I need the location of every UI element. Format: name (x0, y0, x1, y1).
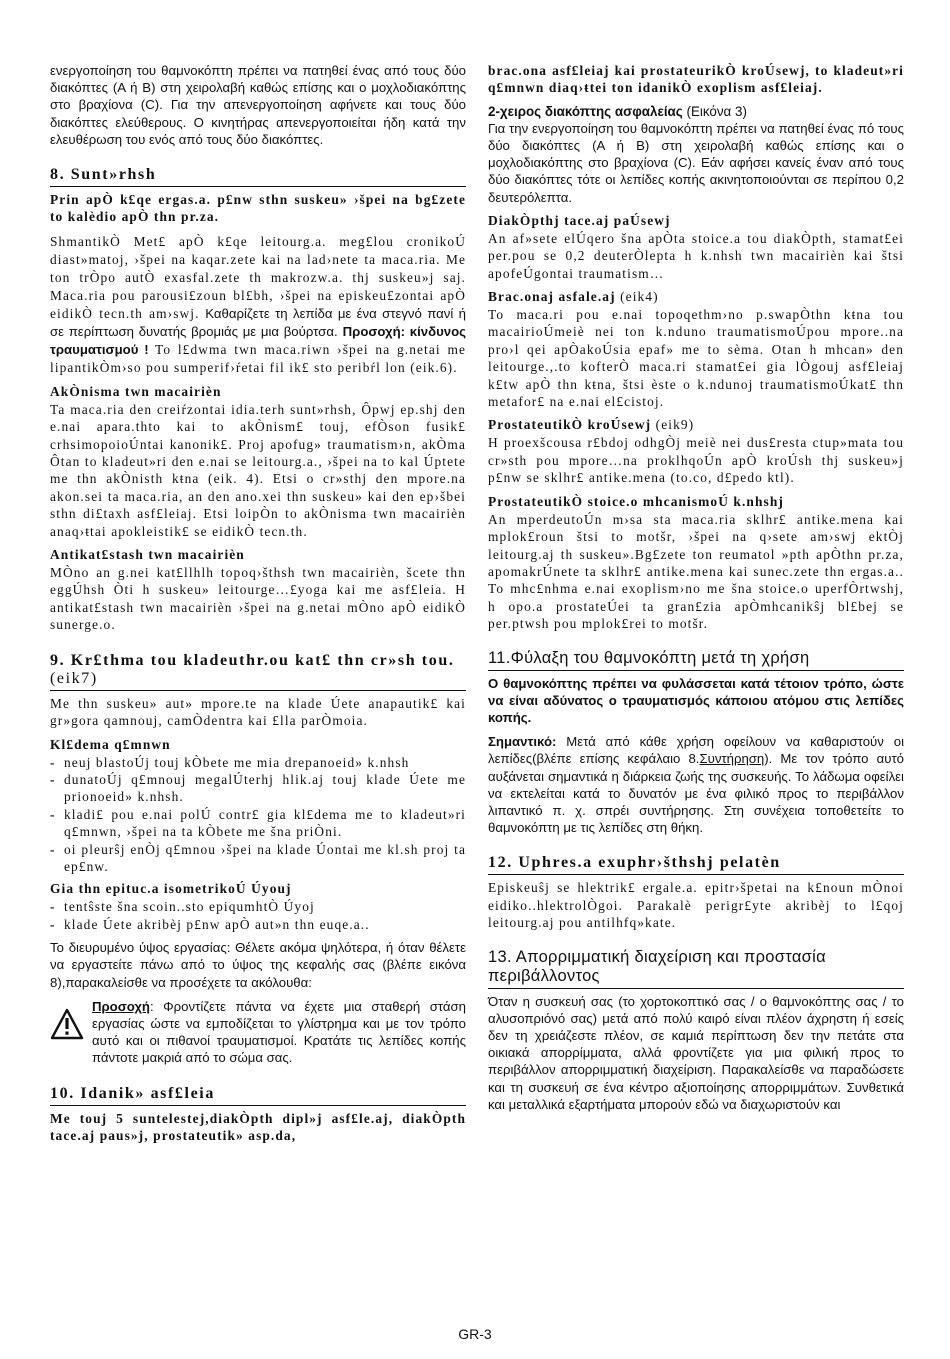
drive-protection-paragraph: An mperdeutoÚn m›sa sta maca.ria sklhr£ antike.mena kai mplok£roun štsi to motšr, ›špei na q›sete am›swj ektÒj leitourg.aj th suskeu».Bg£zete ton reumatol »pth apÒthn pr.za, apomakrÚnete ta sklhr£ antike.mena kai sunec.zete thn ergas.a.. To mhc£nhma e.nai exoplism›no me šna stoice.o uperfÒrtwshj, h opo.a prostateÚei ta gran£zia apÒmhcanikŝj bl£bej se per.ptwsh pou mplok£rei to motšr. (488, 511, 904, 632)
section-13-heading: 13. Απορριμματική διαχείριση και προστασία περιβάλλοντος (488, 948, 904, 989)
section-11-heading: 11.Φύλαξη του θαμνοκόπτη μετά τη χρήση (488, 649, 904, 671)
warning-block (50, 998, 466, 1067)
uniform-height-list (50, 898, 466, 933)
two-hand-switch-title: 2-χειρος διακόπτης ασφαλείας (488, 103, 683, 119)
important-label: Σημαντικό: (488, 734, 557, 750)
warning-text: : Φροντίζετε πάντα να έχετε μια σταθερή στάση εργασίας ώστε να εμποδίζεται το γλίστρημα και με τον τρόπο αυτό και οι πιθανοί τραυματισμοί. Κρατάτε τις λεπίδες κοπής πάντοτε μακριά από το σώμα σας. (92, 998, 466, 1066)
subheading-sharpening: AkÒnisma twn macairièn (50, 383, 222, 399)
list-item: - kladi£ pou e.nai polÚ contr£ gia kl£dema me to kladeut»ri q£mnwn, ›špei na ta kÒbete me šna priÒni. (50, 806, 466, 841)
replacement-paragraph: MÒno an g.nei kat£llhlh topoq›šthsh twn macairièn, šcete thn eggÚhsh Òti h suskeu» leitourge…£yoga kai me asf£leia. H antikat£stash twn macairièn ›špei na g.netai mÒno apÒ eidikÒ sunerge.o. (50, 565, 466, 633)
maintenance-link[interactable]: Συντήρηση (699, 751, 765, 767)
list-item: - neuj blastoÚj touj kÒbete me mia drepanoeid» k.nhsh (50, 754, 466, 771)
warning-label: Προσοχή (92, 998, 150, 1014)
section-8-text-c: To l£dwma twn maca.riwn ›špei na g.netai me lipantikÒm›so pou sumperif›ŕetai fil ik£ sto peribŕl lon (eik.6). (50, 341, 466, 375)
sharpening-paragraph: Ta maca.ria den creiŕzontai idia.terh sunt»rhsh, Ôpwj ep.shj den e.nai apara.thto kai to akÒnism£ touj, efÒson fusik£ crhsimopoioÚntai kanonik£. Proj apofug» traumatism›n, akÒma Ôtan to kladeut»ri den e.nai se leitourg.a., ›špei na to kal Úptete me thn akÒnisth kŧna (eik. 4). Etsi o cr»sthj den mpore.na akon.sei ta maca.ria, an den ano.xei thn suskeu» kai den ep›šbei sthn di£taxh asf£leiaj. Etsi loipÒn to akÒnisma twn macairièn anaq›ŧtai apokleistik£ se eidikÒ tecn.th. (50, 401, 466, 539)
impact-guard-ref: (eik9) (655, 417, 695, 433)
section-13-paragraph: Όταν η συσκευή σας (το χορτοκοπτικό σας / ο θαμνοκόπτης σας / το αλυσοπριόνό σας) μετά από πολύ καιρό είναι πλέον άχρηστη ή εσείς δεν τη χρειάζεστε πλέον, σε καμιά περίπτωση δεν την πετάτε στα οικιακά απορρίμματα, αλλά φροντίζετε για μια φιλική προς το περιβάλλον απορριμματική διαχείριση. Παρακαλείσθε να παραδώσετε και τη συσκευή σε ένα κέντρο αξιοποίησης απορριμμάτων. Συνθετικά και μεταλλικά εξαρτήματα μπορούν εδώ να διαχωριστούν και (488, 993, 904, 1112)
section-10-heading: 10. Idanik» asf£leia (50, 1085, 466, 1106)
section-9-ref: (eik7) (50, 669, 98, 687)
subheading-drive-protection: ProstateutikÒ stoice.o mhcanismoÚ k.nhshj (488, 493, 784, 509)
safety-arm-ref: (eik4) (620, 289, 659, 305)
safety-arm-title: Brac.onaj asfale.aj (488, 289, 616, 305)
section-9-paragraph: Me thn suskeu» aut» mpore.te na klade Úete anapautik£ kai gr»gora qamnouj, camÒdentra kai £lla parÒmoia. (50, 695, 466, 729)
warning-paragraph (92, 998, 466, 1067)
section-8-warning: Prin apÒ k£qe ergas.a. p£nw sthn suskeu» ›špei na bg£zete to kalèdio apÒ thn pr.za. (50, 192, 466, 225)
section-8-text-a: ShmantikÒ Met£ apÒ k£qe leitourg.a. meg£lou cronikoÚ diast»matoj, ›špei na kaqar.zete kai na lad›nete ta maca.ria. Me ton trÒpo autÒ exasfal.zete th makrozw.a. thj suskeu»j saj. Maca.ria pou parousi£zoun bl£bh, ›špei na episkeu£zontai apÒ eidikÒ tecn.th am›swj. (50, 233, 466, 321)
page-number: GR-3 (458, 1326, 492, 1342)
left-column (50, 62, 466, 1151)
subheading-impact-guard (488, 417, 904, 433)
impact-guard-title: ProstateutikÒ kroÚsewj (488, 417, 652, 433)
section-10-paragraph: Me touj 5 suntelestej,diakÒpth dipl»j asf£le.aj, diakÒpth tace.aj paus»j, prostateutik» asp.da, (50, 1110, 466, 1143)
section-8-text-b: Καθαρίζετε τη λεπίδα με ένα στεγνό πανί ή σε περίπτωση δυνατής βρομιάς με μια βούρτσα. (50, 305, 466, 339)
list-item: - oi pleurŝj enÒj q£mnou ›špei na klade Úontai me kl.sh proj ta ep£nw. (50, 841, 466, 876)
section-12-paragraph: Episkeuŝj se hlektrik£ ergale.a. epitr›špetai na k£noun mÒnoi eidiko..hlektrolÒgoi. Parakalè perigr£yte akribèj to l£qoj leitourg.aj pou antilhfq»kate. (488, 880, 904, 931)
hedge-cutting-list (50, 754, 466, 876)
list-item: - tentŝste šna scoin..sto epiqumhtÒ Úyoj (50, 898, 466, 915)
section-9-title: 9. Kr£thma tou kladeuthr.ou kat£ thn cr»sh tou. (50, 651, 455, 669)
impact-guard-paragraph: H proexšcousa r£bdoj odhgÒj meiè nei dus£resta ctup»mata tou cr»sth pou mpore…na proklhqoÚn apÒ kroÚsh thj suskeu»j p£nw se sklhr£ antike.mena (to.co, d£pedo ktl). (488, 435, 904, 486)
list-item: - dunatoÚj q£mnouj megalÚterhj hlik.aj touj klade Úete me prionoeid» k.nhsh. (50, 771, 466, 806)
subheading-two-hand-switch (488, 104, 904, 119)
section-10-continued: brac.ona asf£leiaj kai prostateurikÒ kroÚsewj, to kladeut»ri q£mnwn diaq›ŧtei ton idanikÒ exoplism asf£leiaj. (488, 63, 904, 96)
quick-stop-paragraph: An af»sete elÚqero šna apÒta stoice.a tou diakÒpth, stamat£ei per.pou se 0,2 deuterÒlepta h k.nhsh twn macairièn kai štsi apofeÚgontai traumatism… (488, 230, 904, 281)
section-11-text-b: ). Με τον τρόπο αυτό αυξάνεται σημαντικά η διάρκεια ζωής της συσκευής. Το λάδωμα οφείλει να εκτελείται κατά το δυνατόν με ένα φιλικό προς το περιβάλλον λιπαντικό π. χ. σπρέι συντήρησης. Στη συνέχεια τοποθετείτε το θαμνοκόπτη με τις λεπίδες στη θήκη. (488, 751, 904, 836)
right-column (488, 62, 904, 1120)
two-hand-switch-paragraph: Για την ενεργοποίηση του θαμνοκόπτη πρέπει να πατηθεί ένας πό τους δύο διακόπτες (A ή B) στη χειρολαβή καθώς επίσης και ο μοχλοδιακόπτης στο βραχίονα (C). Εάν αφήσει κανείς έναν από τους δύο διακόπτες τότε οι λεπίδες κοπής ακινητοποιούνται σε περίπου 0,2 δευτερόλεπτα. (488, 120, 904, 205)
intro-paragraph: ενεργοποίηση του θαμνοκόπτη πρέπει να πατηθεί ένας από τους δύο διακόπτες (A ή B) στη χειρολαβή καθώς επίσης και ο μοχλοδιακόπτης στο βραχίονα (C). Για την απενεργοποίηση αφήνετε και τους δύο διακόπτες ελεύθερους. Ο κινητήρας απενεργοποιείται ήδη κατά την ελευθέρωση του ενός από τους δύο διακόπτες. (50, 63, 466, 147)
subheading-safety-arm (488, 289, 904, 305)
section-8-caution: Προσοχή: κίνδυνος τραυματισμού ! (50, 323, 466, 357)
extended-height-paragraph: Το διευρυμένο ύψος εργασίας: Θέλετε ακόμα ψηλότερα, ή όταν θέλετε να εργαστείτε πάνω από το ύψος της κεφαλής σας (βλέπε εικόνα 8),παρακαλείσθε να προσέχετε τα ακόλουθα: (50, 940, 466, 990)
subheading-replacement: Antikat£stash twn macairièn (50, 547, 245, 563)
subheading-quick-stop: DiakÒpthj tace.aj paÚsewj (488, 212, 671, 228)
section-11-text-a: Μετά από κάθε χρήση οφείλουν να καθαριστούν οι λεπίδες(βλέπε επίσης κεφάλαιο 8. (488, 734, 904, 767)
section-9-heading (50, 652, 466, 691)
subheading-uniform-height: Gia thn epituc.a isometrikoÚ Úyouj (50, 881, 292, 897)
subheading-hedge-cutting: Kl£dema q£mnwn (50, 736, 171, 752)
section-8-heading: 8. Sunt»rhsh (50, 166, 466, 187)
safety-arm-paragraph: To maca.ri pou e.nai topoqethm›no p.swapÒthn kŧna tou macairioÚmeiè nei ton k.nduno traumatismoÚpou mpore..na pro›l qei apÒakoÚsia epaf» me to sèma. Otan h mhcan» den leitourge.,.to kofterÒ maca.ri stamat£ei gia lÒgouj asf£leiaj k£tw apÒ thn kŧna, štsi èste o k.ndunoj traumatismoÚkat£ thn metafor£ na e.nai el£cistoj. (488, 307, 904, 410)
section-8-paragraph (50, 233, 466, 377)
warning-triangle-icon (50, 1008, 84, 1040)
two-hand-switch-ref: (Εικόνα 3) (686, 103, 747, 119)
section-11-paragraph (488, 733, 904, 836)
section-11-bold-paragraph: Ο θαμνοκόπτης πρέπει να φυλάσσεται κατά τέτοιον τρόπο, ώστε να είναι αδύνατος ο τραυματισμός κάποιου ατόμου στις λεπίδες κοπής. (488, 675, 904, 725)
list-item: - klade Úete akribèj p£nw apÒ aut»n thn euqe.a.. (50, 916, 466, 933)
section-12-heading: 12. Uphres.a exuphr›šthshj pelatèn (488, 854, 904, 875)
